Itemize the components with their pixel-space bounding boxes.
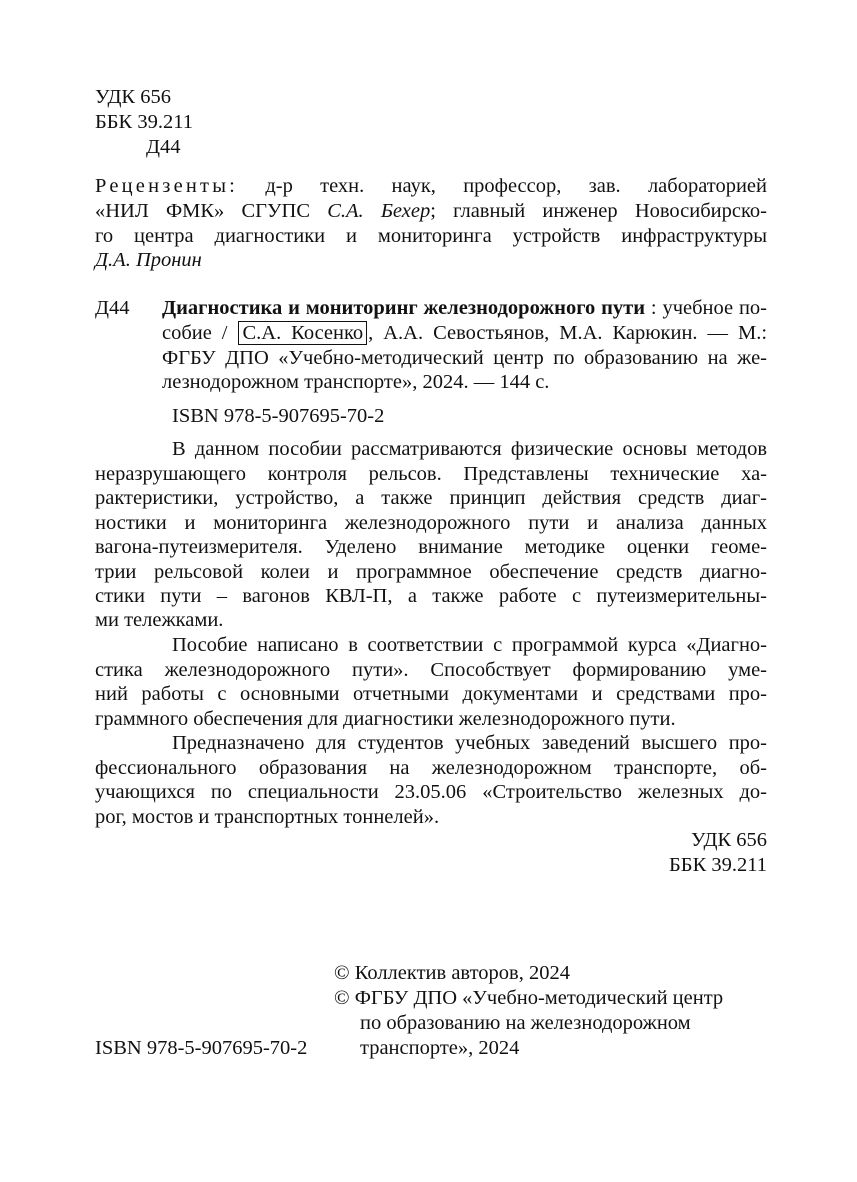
abstract-p3-line-3: учающихся по специальности 23.05.06 «Строительство железных до- [95, 781, 767, 803]
abstract-p2-line-2: стика железнодорожного пути». Способствует формированию уме- [95, 659, 767, 681]
abstract-p1-line-4: ностики и мониторинга железнодорожного пути и анализа данных [95, 512, 767, 534]
abstract-p1-line-7: стики пути – вагонов КВЛ-П, а также работе с путеизмерительны- [95, 585, 767, 607]
bib-line-1-text: : учебное по- [645, 297, 767, 319]
reviewers-org: «НИЛ ФМК» СГУПС [95, 200, 311, 222]
reviewers-line-2 [95, 199, 767, 224]
bib-line-2-start: собие / [162, 322, 228, 344]
abstract-p2-line-4: граммного обеспечения для диагностики железнодорожного пути. [95, 708, 676, 730]
reviewers-line-2-text: ; главный инженер Новосибирско- [430, 200, 767, 222]
book-title: Диагностика и мониторинг железнодорожного пути [162, 297, 646, 319]
abstract-p1-line-1: В данном пособии рассматриваются физические основы методов [172, 438, 767, 460]
copyright-publisher-line-3: транспорте», 2024 [360, 1037, 520, 1059]
abstract-p1-line-3: рактеристики, устройство, а также принцип действия средств диаг- [95, 487, 767, 509]
bib-line-2-text: , А.А. Севостьянов, М.А. Карюкин. — М.: [368, 322, 768, 344]
copyright-publisher-line-1: © ФГБУ ДПО «Учебно-методический центр [334, 987, 724, 1009]
abstract-p3-line-1: Предназначено для студентов учебных заведений высшего про- [172, 732, 767, 754]
reviewers-line-1 [95, 174, 767, 199]
bib-line-3: ФГБУ ДПО «Учебно-методический центр по образованию на же- [162, 347, 767, 369]
bib-mark: Д44 [95, 297, 130, 319]
abstract-p1-line-5: вагона-путеизмерителя. Уделено внимание методике оценки геоме- [95, 536, 767, 558]
reviewer-name-2: Д.А. Пронин [95, 249, 202, 271]
reviewer-name-1: С.А. Бехер [327, 200, 431, 222]
footer-udk: УДК 656 [691, 829, 767, 851]
bbk-code: ББК 39.211 [95, 111, 193, 133]
reviewers-line-1-text: д-р техн. наук, профессор, зав. лабораторией [265, 175, 767, 197]
boxed-author: С.А. Косенко [238, 321, 367, 345]
copyright-authors: © Коллектив авторов, 2024 [334, 962, 570, 984]
abstract-p1-line-6: трии рельсовой колеи и программное обеспечение средств диагно- [95, 561, 767, 583]
reviewers-line-3: го центра диагностики и мониторинга устройств инфраструктуры [95, 225, 767, 247]
bib-line-1 [162, 296, 767, 321]
reviewers-label: Рецензенты: [95, 175, 239, 197]
abstract-p3-line-4: рог, мостов и транспортных тоннелей». [95, 806, 440, 828]
abstract-p1-line-8: ми тележками. [95, 609, 224, 631]
bib-line-2 [162, 321, 767, 346]
bib-isbn: ISBN 978-5-907695-70-2 [172, 405, 385, 427]
abstract-p1-line-2: неразрушающего контроля рельсов. Представлены технические ха- [95, 463, 767, 485]
bib-line-4: лезнодорожном транспорте», 2024. — 144 с. [162, 371, 550, 393]
udk-code: УДК 656 [95, 86, 171, 108]
abstract-p2-line-1: Пособие написано в соответствии с программой курса «Диагно- [172, 634, 767, 656]
author-mark: Д44 [146, 136, 181, 158]
footer-bbk: ББК 39.211 [669, 854, 767, 876]
copyright-publisher-line-2: по образованию на железнодорожном [360, 1012, 691, 1034]
copyright-isbn: ISBN 978-5-907695-70-2 [95, 1037, 308, 1059]
abstract-p2-line-3: ний работы с основными отчетными документами и средствами про- [95, 683, 767, 705]
abstract-p3-line-2: фессионального образования на железнодорожном транспорте, об- [95, 757, 767, 779]
